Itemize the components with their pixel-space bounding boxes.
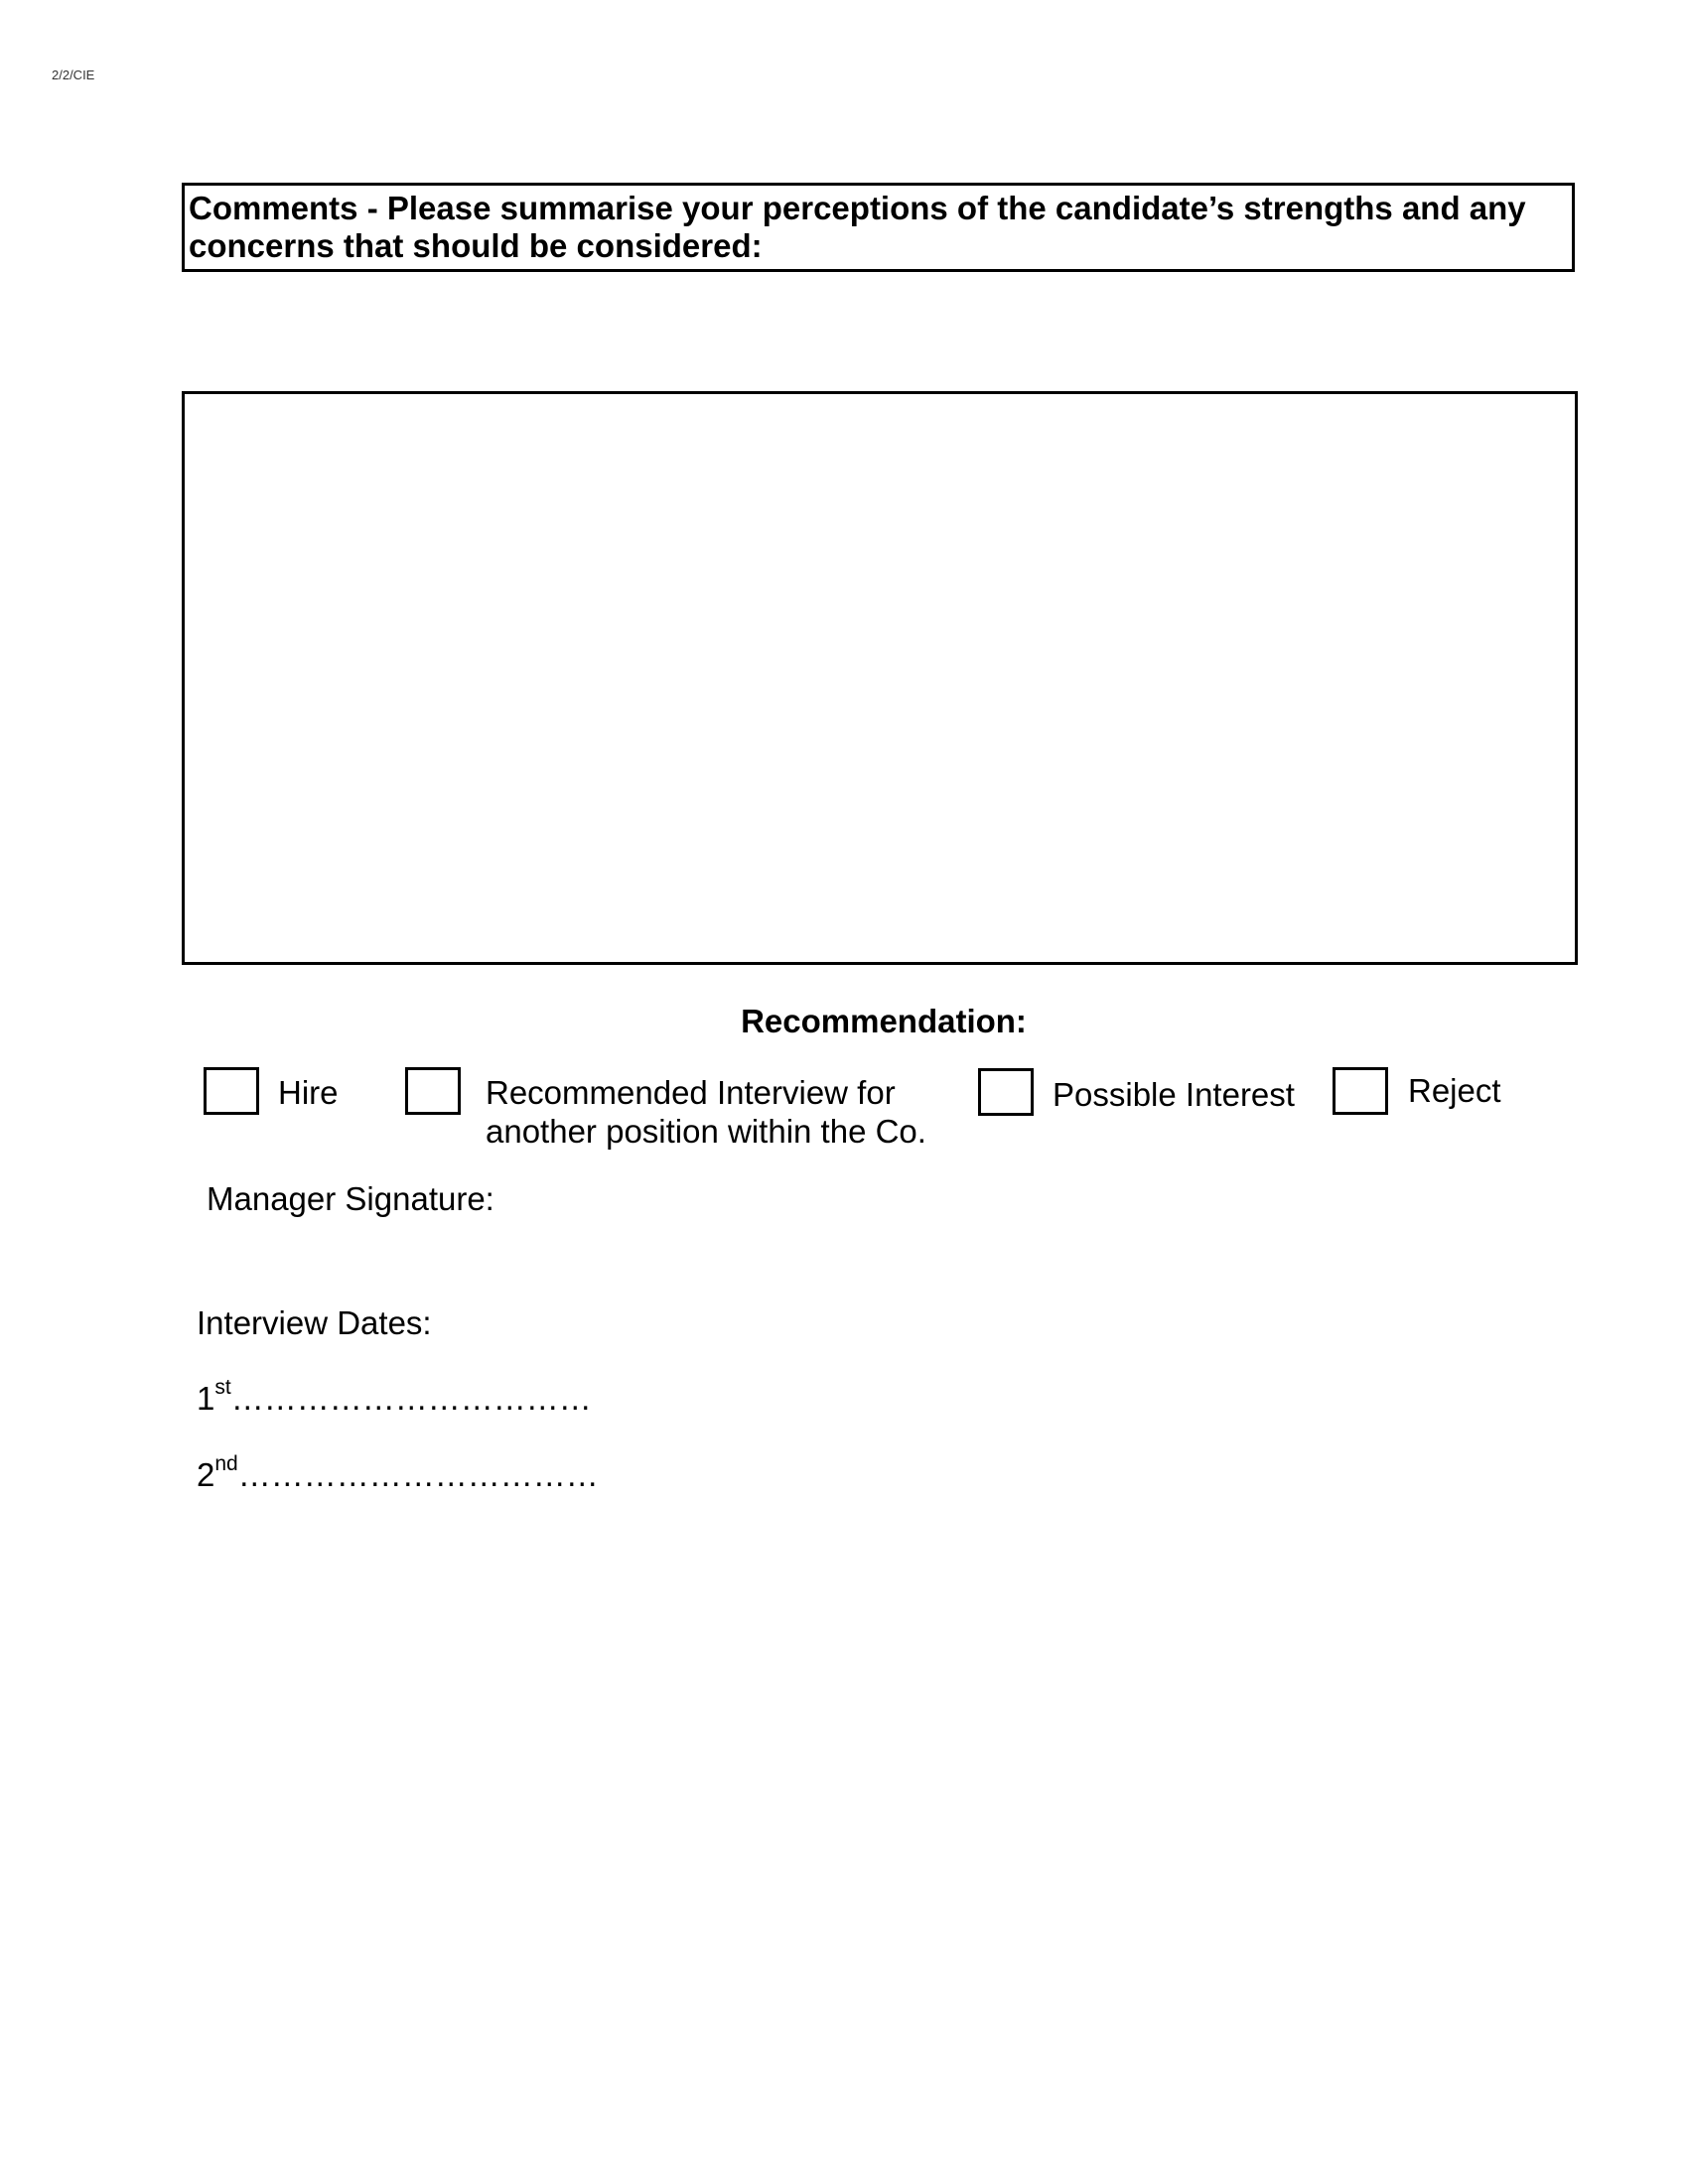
date-dots: ……………………………: [230, 1380, 592, 1417]
comments-box[interactable]: [182, 391, 1578, 965]
recommended-interview-label: Recommended Interview for another position within the Co.: [486, 1074, 926, 1150]
comments-heading-line-1: Comments - Please summarise your perceptions of the candidate’s strengths and any: [189, 190, 1526, 226]
reject-label: Reject: [1408, 1072, 1501, 1109]
comments-heading: [182, 183, 1575, 272]
first-interview-date-line[interactable]: [197, 1376, 592, 1418]
comments-input[interactable]: [185, 394, 1575, 962]
recommended-interview-checkbox[interactable]: [405, 1067, 461, 1115]
second-interview-date-line[interactable]: [197, 1452, 599, 1494]
interview-dates-label: Interview Dates:: [197, 1304, 432, 1341]
possible-interest-checkbox[interactable]: [978, 1068, 1034, 1116]
ordinal-suffix: nd: [214, 1452, 238, 1475]
ordinal-number: 1: [197, 1380, 215, 1417]
hire-checkbox[interactable]: [204, 1067, 259, 1115]
manager-signature-label: Manager Signature:: [207, 1180, 494, 1217]
document-reference: 2/2/CIE: [52, 68, 95, 82]
recommendation-title: Recommendation:: [741, 1003, 1027, 1039]
possible-interest-label: Possible Interest: [1053, 1076, 1295, 1113]
hire-label: Hire: [278, 1074, 339, 1111]
comments-heading-line-2: concerns that should be considered:: [189, 227, 763, 264]
ordinal-number: 2: [197, 1456, 215, 1493]
ordinal-suffix: st: [214, 1376, 231, 1399]
date-dots: ……………………………: [237, 1456, 599, 1493]
reject-checkbox[interactable]: [1333, 1067, 1388, 1115]
